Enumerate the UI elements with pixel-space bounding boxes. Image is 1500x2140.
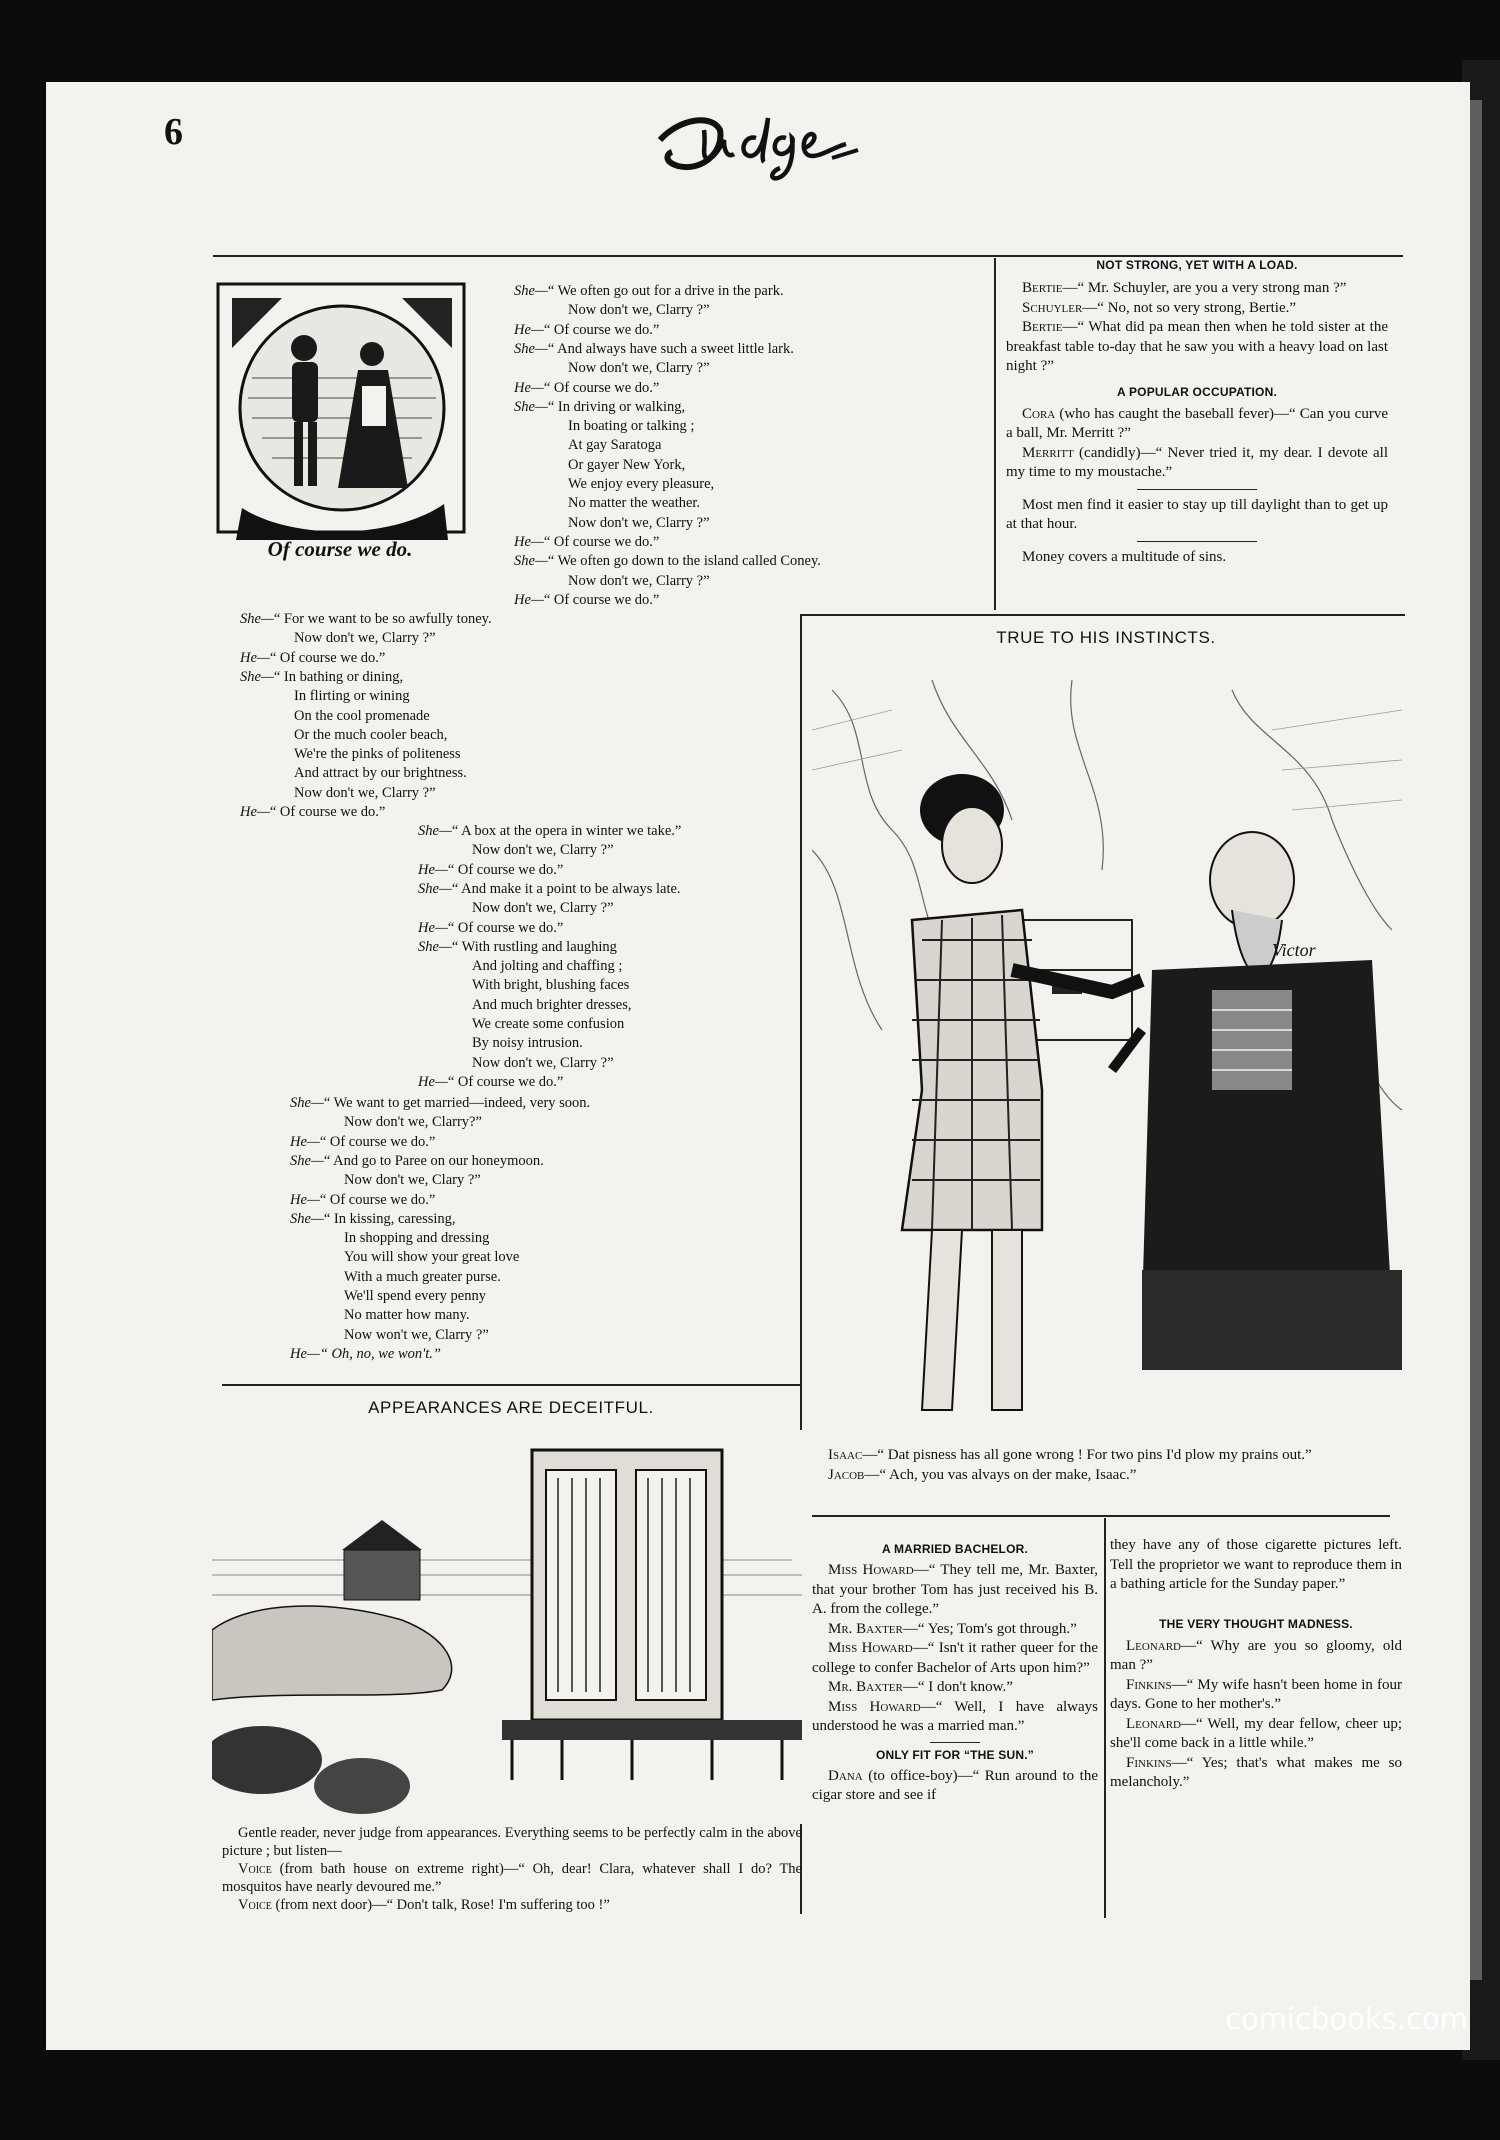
poem-text: “ Of course we do.” xyxy=(543,533,660,550)
line-miss-howard-1: —“ They tell me, Mr. Baxter, that your brother Tom has just received his B. A. from the college.” xyxy=(812,1562,1098,1617)
speaker-leonard: Leonard xyxy=(1126,1715,1181,1732)
cartoon-caption-dialogue xyxy=(812,1446,1396,1485)
poem-line xyxy=(514,533,659,552)
poem-line xyxy=(514,340,794,359)
poem-speaker: She— xyxy=(514,283,548,299)
line-finkins-1: —“ My wife hasn't been home in four days. Gone to her mother's.” xyxy=(1110,1676,1402,1712)
poem-speaker: He— xyxy=(514,321,544,338)
heading-only-fit-for-the-sun: ONLY FIT FOR “THE SUN.” xyxy=(876,1747,1034,1762)
poem-text: Now don't we, Clarry ?” xyxy=(294,630,436,647)
poem-line xyxy=(418,919,563,938)
speaker-leonard: Leonard xyxy=(1126,1637,1181,1654)
poem-line xyxy=(294,784,436,803)
poem-line xyxy=(514,398,685,417)
poem-speaker: She— xyxy=(418,823,452,839)
poem-text: “ With rustling and laughing xyxy=(451,938,617,955)
poem-line xyxy=(514,591,659,610)
poem-line xyxy=(472,996,631,1015)
poem-line xyxy=(240,803,385,822)
header-rule xyxy=(213,255,1403,257)
poem-line xyxy=(294,745,461,764)
line-bertie-2: —“ What did pa mean then when he told sister at the breakfast table to-day that he saw you with a heavy load on last night ?” xyxy=(1006,319,1388,374)
poem-text: “ Of course we do.” xyxy=(543,591,660,608)
poem-text: We enjoy every pleasure, xyxy=(568,476,715,492)
speaker-dana: Dana xyxy=(828,1767,863,1784)
line-leonard-1: —“ Why are you so gloomy, old man ?” xyxy=(1110,1637,1402,1673)
heading-not-strong: NOT STRONG, YET WITH A LOAD. xyxy=(1096,258,1298,272)
poem-speaker: He— xyxy=(290,1133,320,1150)
poem-line xyxy=(472,976,629,995)
page-number: 6 xyxy=(164,111,183,153)
speaker-miss-howard: Miss Howard xyxy=(828,1698,921,1715)
poem-text: In flirting or wining xyxy=(294,688,410,705)
rule-below-poem xyxy=(222,1384,800,1386)
poem-line xyxy=(418,1073,563,1092)
poem-text: Now won't we, Clarry ?” xyxy=(344,1326,489,1343)
poem-text: And attract by our brightness. xyxy=(294,765,467,782)
poem-line xyxy=(568,301,710,320)
poem-text: “ Oh, no, we won't.” xyxy=(319,1345,441,1362)
poem-text: With a much greater purse. xyxy=(344,1268,501,1285)
line-leonard-2: —“ Well, my dear fellow, cheer up; she'll come back in a little while.” xyxy=(1110,1715,1402,1751)
poem-speaker: He— xyxy=(290,1345,320,1362)
joke-only-fit-part1 xyxy=(812,1767,1098,1806)
poem-text: In boating or talking ; xyxy=(568,418,695,435)
joke-not-strong xyxy=(1006,279,1388,377)
poem-line xyxy=(418,822,681,841)
heading-very-thought-madness: THE VERY THOUGHT MADNESS. xyxy=(1159,1616,1353,1631)
poem-speaker: He— xyxy=(418,919,448,936)
poem-line xyxy=(344,1171,481,1190)
rule-above-cartoon xyxy=(800,614,1405,616)
poem-speaker: He— xyxy=(240,804,270,820)
poem-line xyxy=(290,1191,435,1210)
speaker-isaac: Isaac xyxy=(828,1447,863,1463)
poem-line xyxy=(568,436,661,455)
poem-line xyxy=(290,1094,590,1113)
line-dana: (to office-boy)—“ Run around to the cigar store and see if xyxy=(812,1767,1098,1803)
line-mr-baxter-2: —“ I don't know.” xyxy=(902,1679,1013,1695)
line-mr-baxter-1: —“ Yes; Tom's got through.” xyxy=(902,1620,1077,1637)
rule-below-cartoon xyxy=(812,1515,1390,1517)
poem-text: “ And go to Paree on our honeymoon. xyxy=(323,1152,544,1169)
poem-speaker: He— xyxy=(418,861,448,878)
poem-line xyxy=(568,417,694,436)
poem-speaker: She— xyxy=(290,1095,324,1111)
poem-text: You will show your great love xyxy=(344,1249,520,1266)
poem-line xyxy=(344,1287,486,1306)
poem-text: “ Of course we do.” xyxy=(447,861,564,878)
poem-line xyxy=(344,1248,519,1267)
cartoon-title-appearances: APPEARANCES ARE DECEITFUL. xyxy=(368,1398,654,1417)
line-schuyler: —“ No, not so very strong, Bertie.” xyxy=(1082,299,1297,316)
line-isaac: —“ Dat pisness has all gone wrong ! For two pins I'd plow my prains out.” xyxy=(862,1447,1312,1463)
poem-text: We create some confusion xyxy=(472,1016,625,1032)
poem-line xyxy=(344,1326,489,1345)
poem-text: “ Of course we do.” xyxy=(319,1191,436,1208)
poem-text: Now don't we, Clarry ?” xyxy=(568,360,710,377)
poem-line xyxy=(568,475,714,494)
poem-speaker: She— xyxy=(240,611,274,627)
joke-married-bachelor xyxy=(812,1561,1098,1737)
bath-house-illustration xyxy=(212,1430,802,1824)
poem-line xyxy=(344,1113,482,1132)
poem-line xyxy=(344,1306,470,1325)
poem-text: On the cool promenade xyxy=(294,707,430,724)
poem-speaker: She— xyxy=(514,553,548,570)
poem-line xyxy=(290,1152,544,1171)
poem-line xyxy=(472,1034,583,1053)
poem-text: “ Of course we do.” xyxy=(319,1133,436,1150)
poem-line xyxy=(418,861,563,880)
speaker-voice: Voice xyxy=(238,1861,272,1877)
poem-line xyxy=(514,552,821,571)
heading-married-bachelor: A MARRIED BACHELOR. xyxy=(881,1542,1029,1556)
speaker-merritt: Merritt xyxy=(1022,444,1074,461)
poem-text: Or the much cooler beach, xyxy=(294,726,448,743)
line-miss-howard-3: —“ Well, I have always understood he was a married man.” xyxy=(812,1698,1098,1734)
poem-line xyxy=(294,707,430,726)
column-rule-bottom xyxy=(1104,1518,1106,1918)
speaker-miss-howard: Miss Howard xyxy=(828,1562,914,1578)
column-very-thought-madness xyxy=(1110,1536,1402,1793)
line-finkins-2: —“ Yes; that's what makes me so melancholy.” xyxy=(1110,1754,1402,1790)
poem-text: “ Of course we do.” xyxy=(543,379,660,396)
poem-speaker: He— xyxy=(514,591,544,608)
poem-speaker: She— xyxy=(514,340,548,357)
poem-text: “ Of course we do.” xyxy=(269,804,386,820)
poem-text: Or gayer New York, xyxy=(568,456,686,473)
poem-text: Now don't we, Clarry?” xyxy=(344,1114,482,1131)
poem-line xyxy=(568,514,710,533)
poem-line xyxy=(514,321,659,340)
poem-speaker: He— xyxy=(290,1191,320,1208)
filler-money: Money covers a multitude of sins. xyxy=(1022,548,1227,565)
poem-speaker: She— xyxy=(514,398,548,415)
line-miss-howard-2: —“ Isn't it rather queer for the college to confer Bachelor of Arts upon him?” xyxy=(812,1640,1098,1676)
poem-text: Now don't we, Clarry ?” xyxy=(568,514,710,531)
poem-line xyxy=(344,1268,501,1287)
couple-vignette-illustration xyxy=(212,278,472,580)
artist-signature: Victor xyxy=(1272,940,1316,960)
poem-text: “ Of course we do.” xyxy=(269,649,386,666)
speaker-finkins: Finkins xyxy=(1126,1754,1172,1771)
poem-text: Now don't we, Clary ?” xyxy=(344,1172,481,1189)
judge-masthead-logo xyxy=(620,100,880,190)
poem-line xyxy=(568,572,710,591)
short-divider xyxy=(1137,489,1257,490)
line-merritt: (candidly)—“ Never tried it, my dear. I devote all my time to my moustache.” xyxy=(1006,444,1388,480)
poem-text: We'll spend every penny xyxy=(344,1288,486,1304)
poem-line xyxy=(514,379,659,398)
poem-speaker: She— xyxy=(290,1210,324,1227)
poem-text: We're the pinks of politeness xyxy=(294,746,461,763)
line-cora: (who has caught the baseball fever)—“ Can you curve a ball, Mr. Merritt ?” xyxy=(1006,405,1388,441)
poem-text: “ For we want to be so awfully toney. xyxy=(273,611,492,627)
poem-speaker: She— xyxy=(240,668,274,685)
filler-daylight: Most men find it easier to stay up till daylight than to get up at that hour. xyxy=(1006,496,1388,532)
poem-line xyxy=(472,1015,624,1034)
poem-line xyxy=(472,1054,614,1073)
speaker-mr-baxter: Mr. Baxter xyxy=(828,1620,903,1637)
poem-text: Now don't we, Clarry ?” xyxy=(294,784,436,801)
poem-text: “ And make it a point to be always late. xyxy=(451,880,681,897)
cartoon-isaac-and-jacob xyxy=(812,670,1404,1430)
poem-text: “ We want to get married—indeed, very soon. xyxy=(323,1095,591,1111)
cartoon-title-true-to-his-instincts: TRUE TO HIS INSTINCTS. xyxy=(996,628,1216,647)
joke-only-fit-continued: they have any of those cigarette pictures left. Tell the proprietor we want to reproduce them in a bathing article for the Sunday paper.” xyxy=(1110,1537,1402,1592)
column-married-bachelor xyxy=(812,1542,1098,1806)
speaker-bertie: Bertie xyxy=(1022,319,1063,335)
speaker-mr-baxter: Mr. Baxter xyxy=(828,1679,903,1695)
poem-text: At gay Saratoga xyxy=(568,437,662,454)
line-voice-2: (from next door)—“ Don't talk, Rose! I'm suffering too !” xyxy=(271,1897,610,1913)
poem-text: “ Of course we do.” xyxy=(543,321,660,338)
site-watermark: comicbooks.com xyxy=(1225,2002,1468,2036)
poem-line xyxy=(290,1133,435,1152)
vignette-caption: Of course we do. xyxy=(267,537,413,561)
poem-line xyxy=(344,1229,489,1248)
poem-text: “ Of course we do.” xyxy=(447,1073,564,1090)
poem-text: And jolting and chaffing ; xyxy=(472,958,623,975)
poem-line xyxy=(568,456,685,475)
short-divider xyxy=(1137,541,1257,542)
poem-text: Now don't we, Clarry ?” xyxy=(472,900,614,917)
poem-text: Now don't we, Clarry ?” xyxy=(472,1054,614,1071)
poem-text: Now don't we, Clarry ?” xyxy=(568,572,710,589)
poem-speaker: He— xyxy=(240,649,270,666)
poem-text: “ We often go down to the island called Coney. xyxy=(547,553,821,570)
joke-popular-occupation xyxy=(1006,405,1388,483)
column-rule-right-top xyxy=(994,258,996,610)
speaker-jacob: Jacob xyxy=(828,1466,865,1483)
poem-line xyxy=(290,1345,441,1364)
speaker-voice: Voice xyxy=(238,1897,272,1913)
joke-very-thought-madness xyxy=(1110,1637,1402,1793)
speaker-schuyler: Schuyler xyxy=(1022,299,1083,316)
poem-text: No matter the weather. xyxy=(568,495,701,512)
line-voice-1: (from bath house on extreme right)—“ Oh, dear! Clara, whatever shall I do? The mosquitos have nearly devoured me.” xyxy=(222,1861,802,1895)
speaker-finkins: Finkins xyxy=(1126,1676,1172,1693)
poem-line xyxy=(418,880,681,899)
short-divider xyxy=(930,1742,980,1743)
poem-text: “ In driving or walking, xyxy=(547,398,686,415)
poem-line xyxy=(240,668,403,687)
poem-text: “ A box at the opera in winter we take.” xyxy=(451,823,682,839)
line-bertie-1: —“ Mr. Schuyler, are you a very strong man ?” xyxy=(1062,280,1347,296)
poem-line xyxy=(568,494,700,513)
speaker-bertie: Bertie xyxy=(1022,280,1063,296)
poem-text: With bright, blushing faces xyxy=(472,977,630,994)
poem-line xyxy=(568,359,710,378)
poem-text: In shopping and dressing xyxy=(344,1230,490,1247)
poem-speaker: She— xyxy=(418,938,452,955)
poem-text: By noisy intrusion. xyxy=(472,1035,583,1052)
poem-line xyxy=(290,1210,456,1229)
poem-text: “ In bathing or dining, xyxy=(273,668,404,685)
appearances-caption: Gentle reader, never judge from appearances. Everything seems to be perfectly calm in the above picture ; but listen— Voice (from bath house on extreme right)—“ Oh, dear! Clara, whatever shall I do? The mosquitos have nearly devoured me.” Voice (from next door)—“ Don't talk, Rose! I'm suffering too !” xyxy=(222,1825,802,1913)
poem-line xyxy=(418,938,617,957)
heading-popular-occupation: A POPULAR OCCUPATION. xyxy=(1117,384,1277,399)
poem-speaker: He— xyxy=(514,379,544,396)
poem-text: “ We often go out for a drive in the park. xyxy=(547,283,784,299)
right-column-jokes xyxy=(1006,258,1388,567)
poem-line xyxy=(294,629,436,648)
poem-speaker: She— xyxy=(418,880,452,897)
poem-line xyxy=(240,610,492,629)
poem-speaker: He— xyxy=(514,533,544,550)
poem-text: “ In kissing, caressing, xyxy=(323,1210,456,1227)
poem-text: Now don't we, Clarry ?” xyxy=(568,302,710,319)
poem-text: “ Of course we do.” xyxy=(447,919,564,936)
poem-line xyxy=(294,764,467,783)
poem-text: “ And always have such a sweet little lark. xyxy=(547,340,794,357)
poem-speaker: She— xyxy=(290,1152,324,1169)
speaker-cora: Cora xyxy=(1022,405,1056,422)
poem-text: Now don't we, Clarry ?” xyxy=(472,842,614,859)
poem-line xyxy=(294,726,447,745)
poem-line xyxy=(472,957,622,976)
poem-text: And much brighter dresses, xyxy=(472,996,632,1013)
poem-text: No matter how many. xyxy=(344,1307,470,1324)
poem-line xyxy=(472,841,614,860)
poem-line xyxy=(514,282,784,301)
poem-line xyxy=(294,687,410,706)
poem-speaker: He— xyxy=(418,1073,448,1090)
speaker-miss-howard: Miss Howard xyxy=(828,1640,913,1656)
line-jacob: —“ Ach, you vas alvays on der make, Isaac.” xyxy=(864,1466,1137,1483)
poem-line xyxy=(472,899,614,918)
poem-line xyxy=(240,649,385,668)
